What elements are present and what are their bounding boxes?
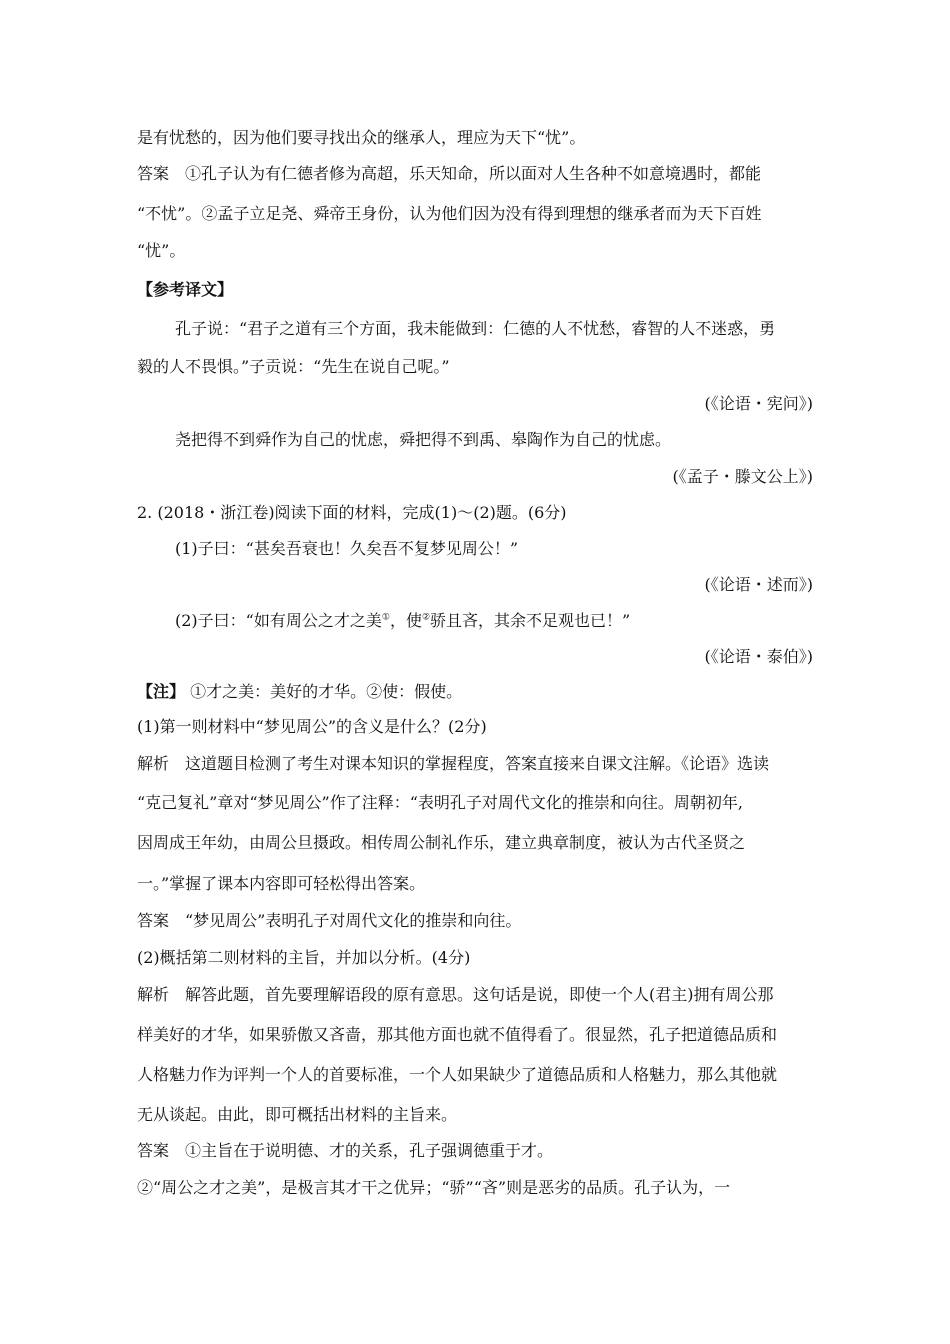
source-citation: (《孟子・滕文公上》) [672, 467, 813, 486]
footnote-marker: ② [421, 612, 431, 623]
translation-line: 尧把得不到舜作为自己的忧虑，舜把得不到禹、皋陶作为自己的忧虑。 [175, 430, 672, 449]
analysis-line: 解析 解答此题，首先要理解语段的原有意思。这句话是说，即使一个人(君主)拥有周公那 [137, 985, 774, 1004]
text-line: 是有忧愁的，因为他们要寻找出众的继承人，理应为天下“忧”。 [137, 128, 586, 147]
footnote-marker: ① [381, 612, 390, 623]
answer-line: 答案 ①孔子认为有仁德者修为高超，乐天知命，所以面对人生各种不如意境遇时，都能 [137, 164, 762, 183]
analysis-line: 样美好的才华，如果骄傲又吝啬，那其他方面也就不值得看了。很显然，孔子把道德品质和 [137, 1025, 778, 1044]
source-citation: (《论语・宪问》) [704, 394, 813, 413]
sub-question: (2)概括第二则材料的主旨，并加以分析。(4分) [137, 948, 471, 967]
analysis-line: 一。”掌握了课本内容即可轻松得出答案。 [137, 874, 426, 893]
answer-line: “忧”。 [137, 241, 186, 260]
translation-line: 毅的人不畏惧。”子贡说：“先生在说自己呢。” [137, 357, 450, 376]
translation-line: 孔子说：“君子之道有三个方面，我未能做到：仁德的人不忧愁，睿智的人不迷惑，勇 [175, 319, 776, 338]
question-heading: 2. (2018・浙江卷)阅读下面的材料，完成(1)～(2)题。(6分) [137, 503, 567, 522]
analysis-line: 解析 这道题目检测了考生对课本知识的掌握程度，答案直接来自课文注解。《论语》选读 [137, 754, 770, 773]
analysis-line: “克己复礼”章对“梦见周公”作了注释：“表明孔子对周代文化的推崇和向往。周朝初年, [137, 793, 743, 812]
analysis-line: 因周成王年幼，由周公旦摄政。相传周公制礼作乐，建立典章制度，被认为古代圣贤之 [137, 833, 746, 852]
material-line: (1)子曰：“甚矣吾衰也！久矣吾不复梦见周公！” [175, 539, 519, 558]
material-line: (2)子曰：“如有周公之才之美①，使②骄且吝，其余不足观也已！” [175, 611, 631, 630]
answer-line: “不忧”。②孟子立足尧、舜帝王身份，认为他们因为没有得到理想的继承者而为天下百姓 [137, 204, 762, 223]
analysis-line: 无从谈起。由此，即可概括出材料的主旨来。 [137, 1105, 458, 1124]
analysis-line: 人格魅力作为评判一个人的首要标准，一个人如果缺少了道德品质和人格魅力，那么其他就 [137, 1065, 778, 1084]
note-label: 【注】 [137, 682, 186, 701]
answer-line: 答案 “梦见周公”表明孔子对周代文化的推崇和向往。 [137, 911, 522, 930]
answer-line: 答案 ①主旨在于说明德、才的关系，孔子强调德重于才。 [137, 1141, 554, 1160]
section-heading: 【参考译文】 [137, 280, 234, 299]
source-citation: (《论语・泰伯》) [704, 647, 813, 666]
source-citation: (《论语・述而》) [704, 575, 813, 594]
note-line: 【注】 ①才之美：美好的才华。②使：假使。 [137, 682, 463, 701]
sub-question: (1)第一则材料中“梦见周公”的含义是什么？(2分) [137, 717, 487, 736]
answer-line: ②“周公之才之美”，是极言其才干之优异；“骄”“吝”则是恶劣的品质。孔子认为，一 [137, 1178, 731, 1197]
